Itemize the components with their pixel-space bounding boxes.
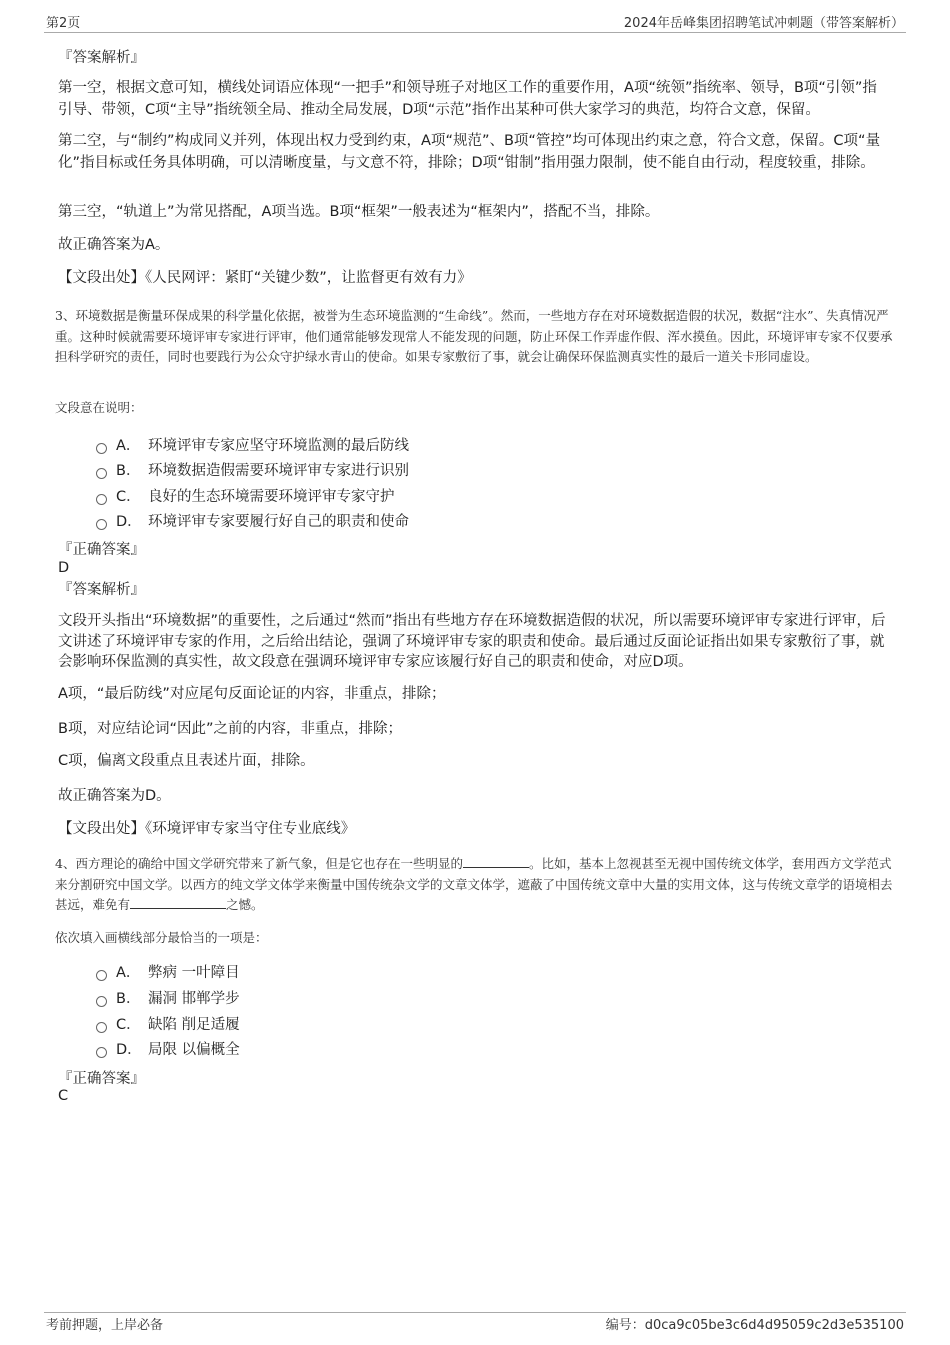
document-title: 2024年岳峰集团招聘笔试冲刺题（带答案解析） — [623, 16, 904, 31]
analysis-paragraph: 第一空，根据文意可知，横线处词语应体现“一把手”和领导班子对地区工作的重要作用，A项“统领”指统率、领导，B项“引领”指引导、带领，C项“主导”指统领全局、推动全局发展，D项“示范”指作出某种可供大家学习的典范，均符合文意，保留。 — [58, 80, 877, 118]
answer-heading: 『正确答案』 — [58, 542, 145, 558]
analysis-note-a: A项，“最后防线”对应尾句反面论证的内容，非重点，排除； — [58, 686, 446, 702]
answer: C — [58, 1088, 69, 1104]
radio-icon[interactable] — [96, 443, 107, 454]
analysis-paragraph: 第三空，“轨道上”为常见搭配，A项当选。B项“框架”一般表述为“框架内”，搭配不当，排除。 — [58, 204, 660, 220]
analysis-note-b: B项，对应结论词“因此”之前的内容，非重点，排除； — [58, 721, 402, 737]
analysis-note-c: C项，偏离文段重点且表述片面，排除。 — [58, 753, 315, 769]
option-c[interactable]: C． 缺陷 削足适履 — [96, 1014, 240, 1036]
question-4-text: 4、西方理论的确给中国文学研究带来了新气象，但是它也存在一些明显的 。比如，基本上忽视甚至无视中国传统文体学，套用西方文学范式来分割研究中国文学。以西方的纯文学文体学来衡量中国传统杂文学的文章文体学，遮蔽了中国传统文章中大量的实用文体，这与传统文章学的语境相去甚远，难免有 之憾。 — [55, 856, 893, 912]
radio-icon[interactable] — [96, 494, 107, 505]
option-a[interactable]: A． 弊病 一叶障目 — [96, 962, 240, 984]
footer-slogan: 考前押题，上岸必备 — [46, 1318, 164, 1333]
radio-icon[interactable] — [96, 519, 107, 530]
option-d[interactable]: D． 局限 以偏概全 — [96, 1039, 240, 1061]
conclusion: 故正确答案为A。 — [58, 237, 170, 253]
radio-icon[interactable] — [96, 1022, 107, 1033]
analysis-heading: 『答案解析』 — [58, 582, 145, 598]
answer: D — [58, 560, 70, 576]
page-number: 第2页 — [46, 16, 81, 31]
answer-heading: 『正确答案』 — [58, 1071, 145, 1087]
radio-icon[interactable] — [96, 996, 107, 1007]
radio-icon[interactable] — [96, 1047, 107, 1058]
option-b[interactable]: B． 环境数据造假需要环境评审专家进行识别 — [96, 460, 409, 482]
option-b[interactable]: B． 漏洞 邯郸学步 — [96, 988, 240, 1010]
option-c[interactable]: C． 良好的生态环境需要环境评审专家守护 — [96, 486, 395, 508]
analysis-paragraph: 第二空，与“制约”构成同义并列，体现出权力受到约束，A项“规范”、B项“管控”均可体现出约束之意，符合文意，保留。C项“量化”指目标或任务具体明确，可以清晰度量，与文意不符，排除；D项“钳制”指用强力限制，使不能自由行动，程度较重，排除。 — [58, 133, 881, 171]
blank-2 — [130, 908, 226, 909]
question-4-prompt: 依次填入画横线部分最恰当的一项是： — [55, 930, 268, 945]
analysis-heading: 『答案解析』 — [58, 50, 145, 66]
radio-icon[interactable] — [96, 970, 107, 981]
question-3-prompt: 文段意在说明： — [55, 400, 143, 415]
source: 【文段出处】《人民网评：紧盯“关键少数”，让监督更有效有力》 — [58, 270, 472, 286]
blank-1 — [463, 867, 529, 868]
conclusion: 故正确答案为D。 — [58, 788, 171, 804]
option-a[interactable]: A． 环境评审专家应坚守环境监测的最后防线 — [96, 435, 409, 457]
radio-icon[interactable] — [96, 468, 107, 479]
source: 【文段出处】《环境评审专家当守住专业底线》 — [58, 821, 356, 837]
header-divider — [44, 32, 906, 33]
analysis-paragraph: 文段开头指出“环境数据”的重要性，之后通过“然而”指出有些地方存在环境数据造假的状况，所以需要环境评审专家进行评审，后文讲述了环境评审专家的作用，之后给出结论，强调了环境评审专家的职责和使命。最后通过反面论证指出如果专家敷衍了事，就会影响环保监测的真实性，故文段意在强调环境评审专家应该履行好自己的职责和使命，对应D项。 — [58, 613, 886, 670]
footer-divider — [44, 1312, 906, 1313]
document-id: 编号：d0ca9c05be3c6d4d95059c2d3e535100 — [605, 1318, 904, 1333]
option-d[interactable]: D． 环境评审专家要履行好自己的职责和使命 — [96, 511, 409, 533]
question-3-text: 3、环境数据是衡量环保成果的科学量化依据，被誉为生态环境监测的“生命线”。然而，一些地方存在对环境数据造假的状况，数据“注水”、失真情况严重。这种时候就需要环境评审专家进行评审，他们通常能够发现常人不能发现的问题，防止环保工作弄虚作假、浑水摸鱼。因此，环境评审专家不仅要承担科学研究的责任，同时也要践行为公众守护绿水青山的使命。如果专家敷衍了事，就会让确保环保监测真实性的最后一道关卡形同虚设。 — [55, 308, 893, 364]
